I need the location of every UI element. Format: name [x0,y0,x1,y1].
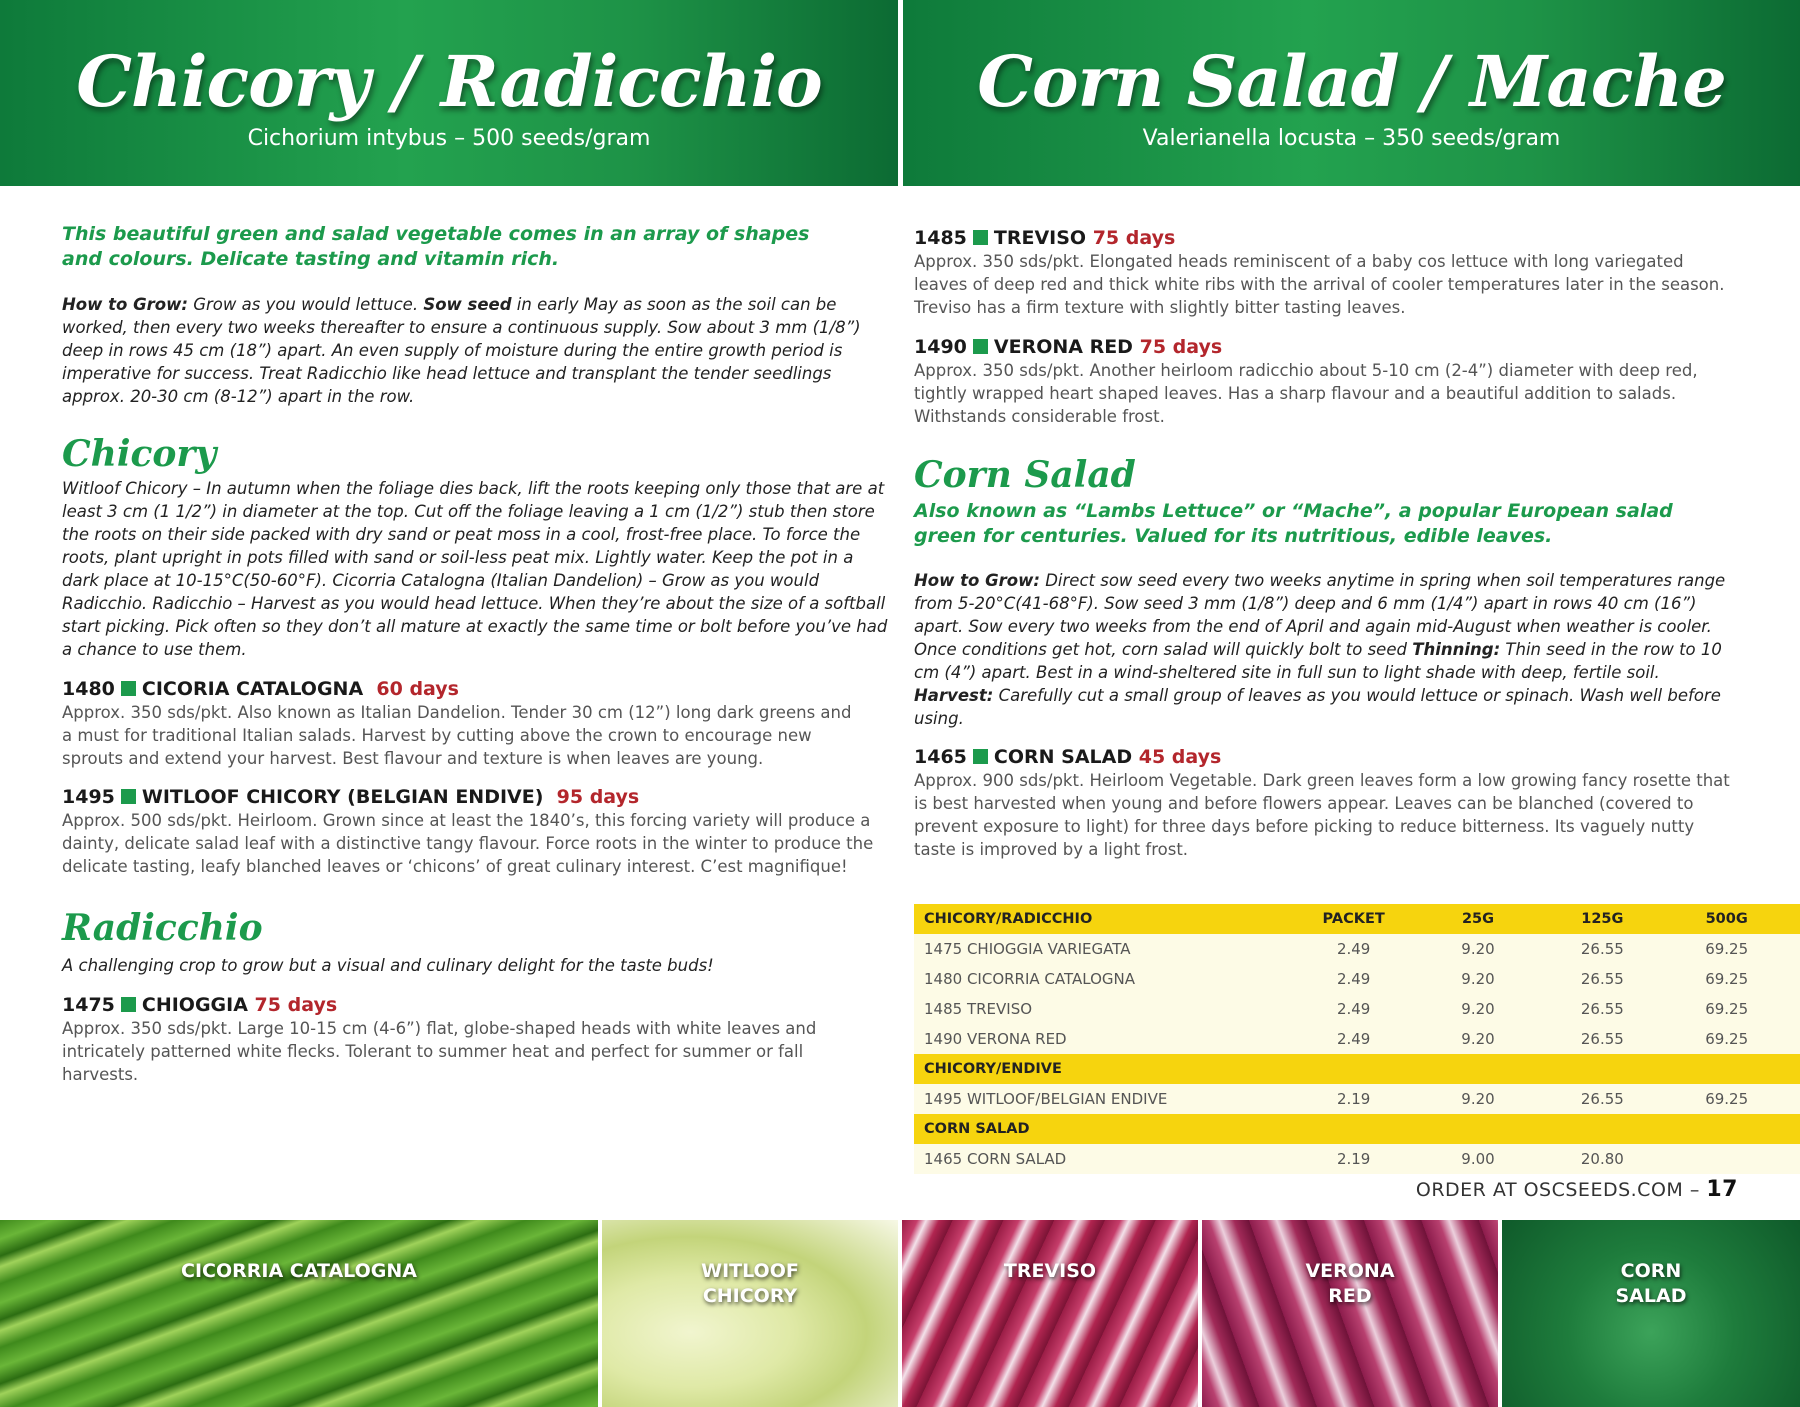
item-1475-text: Approx. 350 sds/pkt. Large 10-15 cm (4-6”) flat, globe-shaped heads with white leaves and intricately patterned white flecks. Tolerant to summer heat and perfect for summer or fall harvests. [62,1019,817,1084]
table-cell: 26.55 [1540,964,1664,994]
photo-verona-red [1202,1220,1498,1407]
item-code: 1465 [914,746,967,768]
item-name: WITLOOF CHICORY (BELGIAN ENDIVE) [141,786,544,808]
table-cell: 9.20 [1416,1084,1540,1114]
table-cell: 1485 TREVISO [914,994,1291,1024]
item-days: 95 days [556,786,640,808]
green-square-icon [121,997,136,1012]
table-fill [1789,1114,1800,1144]
table-row [914,1024,1800,1054]
chicory-how-to-grow [62,293,892,408]
green-square-icon [121,681,136,696]
column-header: 25G [1416,904,1540,934]
photo-label: WITLOOF CHICORY [701,1260,799,1307]
table-fill [1789,1144,1800,1174]
table-cell [1665,1114,1789,1144]
table-cell [1540,1114,1664,1144]
photo-label: CORN SALAD [1615,1260,1687,1307]
corn-salad-heading: Corn Salad [914,454,1136,496]
photo-corn-salad [1502,1220,1800,1407]
item-days: 75 days [1139,336,1223,358]
table-group-header [914,904,1800,934]
green-square-icon [121,789,136,804]
table-fill [1789,964,1800,994]
corn-salad-subtitle: Valerianella locusta – 350 seeds/gram [1142,126,1561,151]
order-link-text: ORDER AT OSCSEEDS.COM – [1415,1179,1707,1201]
table-cell: 1480 CICORRIA CATALOGNA [914,964,1291,994]
photo-witloof-chicory [602,1220,898,1407]
item-name: CORN SALAD [993,746,1133,768]
table-cell: 26.55 [1540,994,1664,1024]
how-to-grow-label: How to Grow: [914,571,1040,590]
item-1465-text: Approx. 900 sds/pkt. Heirloom Vegetable. Dark green leaves form a low growing fancy rosette that is best harvested when young and before flowers appear. Leaves can be blanched (covered to prevent exposure to light) for three days before picking to reduce bitterness. Its vaguely nutty taste is improved by a light frost. [914,771,1730,859]
column-header: 125G [1540,904,1664,934]
group-title: CORN SALAD [914,1114,1291,1144]
left-column [62,222,892,1086]
column-header: PACKET [1291,904,1415,934]
page-title-corn-salad: Corn Salad / Mache [977,40,1726,123]
table-cell: 20.80 [1540,1144,1664,1174]
sow-seed-label: Sow seed [423,295,512,314]
item-code: 1480 [62,678,115,700]
table-cell: 9.20 [1416,994,1540,1024]
item-1485-text: Approx. 350 sds/pkt. Elongated heads reminiscent of a baby cos lettuce with long variegated leaves of deep red and thick white ribs with the arrival of cooler temperatures later in the season. Treviso has a firm texture with slightly bitter tasting leaves. [914,252,1725,317]
table-cell: 2.49 [1291,1024,1415,1054]
table-cell: 69.25 [1665,1024,1789,1054]
table-cell: 1475 CHIOGGIA VARIEGATA [914,934,1291,964]
item-1490-text: Approx. 350 sds/pkt. Another heirloom radicchio about 5-10 cm (2-4”) diameter with deep red, tightly wrapped heart shaped leaves. Has a sharp flavour and a beautiful addition to salads. Withstands considerable frost. [914,361,1698,426]
table-fill [1789,994,1800,1024]
table-cell: 2.19 [1291,1144,1415,1174]
group-title: CHICORY/ENDIVE [914,1054,1291,1084]
how-to-grow-text: Grow as you would lettuce. [187,295,424,314]
table-cell: 69.25 [1665,934,1789,964]
corn-salad-tagline: Also known as “Lambs Lettuce” or “Mache”, a popular European salad green for centuries. Valued for its nutritious, edible leaves. [914,500,1673,547]
how-to-grow-text: Direct sow seed every two weeks anytime in spring when soil temperatures range from 5-20°C(41-68°F). Sow seed 3 mm (1/8”) deep and 6 mm (1/4”) apart in rows 40 cm (16”) apart. Sow every two weeks from the end of April and again mid-August when weather is cooler. Once conditions get hot, corn salad will quickly bolt to seed [914,571,1726,659]
radicchio-text: A challenging crop to grow but a visual and culinary delight for the taste buds! [62,956,714,975]
item-1480-heading [62,677,892,701]
table-cell: 69.25 [1665,1084,1789,1114]
table-cell [1665,1054,1789,1084]
item-1475-heading [62,993,892,1017]
table-fill [1789,1054,1800,1084]
table-fill [1789,1084,1800,1114]
table-cell: 2.49 [1291,994,1415,1024]
table-cell: 26.55 [1540,1024,1664,1054]
harvest-label: Harvest: [914,686,994,705]
table-cell: 26.55 [1540,934,1664,964]
chicory-subtitle: Cichorium intybus – 500 seeds/gram [247,126,651,151]
item-name: CHIOGGIA [141,994,248,1016]
group-title: CHICORY/RADICCHIO [914,904,1291,934]
table-cell: 1465 CORN SALAD [914,1144,1291,1174]
photo-treviso [902,1220,1198,1407]
table-cell: 9.20 [1416,1024,1540,1054]
table-cell [1540,1054,1664,1084]
green-square-icon [973,749,988,764]
chicory-tagline: This beautiful green and salad vegetable comes in an array of shapes and colours. Delicate tasting and vitamin rich. [62,223,810,270]
item-1485-heading [914,226,1736,250]
photo-label: VERONA RED [1305,1260,1395,1307]
column-header: 500G [1665,904,1789,934]
photo-label: TREVISO [1003,1260,1097,1282]
item-name: TREVISO [993,227,1087,249]
thinning-label: Thinning: [1412,640,1501,659]
chicory-header [0,0,898,186]
table-cell: 2.19 [1291,1084,1415,1114]
table-group-header [914,1114,1800,1144]
how-to-grow-label: How to Grow: [62,295,188,314]
item-1490-heading [914,335,1736,359]
radicchio-heading: Radicchio [62,907,263,949]
table-fill [1789,934,1800,964]
photo-cicorria-catalogna [0,1220,598,1407]
item-code: 1485 [914,227,967,249]
item-code: 1475 [62,994,115,1016]
item-name: CICORIA CATALOGNA [141,678,364,700]
table-group-header [914,1054,1800,1084]
table-cell [1416,1054,1540,1084]
table-cell: 2.49 [1291,964,1415,994]
how-to-grow-text-2: in early May as soon as the soil can be worked, then every two weeks thereafter to ensure a continuous supply. Sow about 3 mm (1/8”) deep in rows 45 cm (18”) apart. An even supply of moisture during the entire growth period is imperative for success. Treat Radicchio like head lettuce and transplant the tender seedlings approx. 20-30 cm (8-12”) apart in the row. [62,295,861,406]
table-cell: 1495 WITLOOF/BELGIAN ENDIVE [914,1084,1291,1114]
corn-salad-header [903,0,1800,186]
table-cell: 1490 VERONA RED [914,1024,1291,1054]
how-to-grow-text-2: Thin seed in the row to 10 cm (4”) apart. Best in a wind-sheltered site in full sun to light shade with deep, fertile soil. [914,640,1722,682]
item-code: 1490 [914,336,967,358]
table-cell: 69.25 [1665,964,1789,994]
item-name: VERONA RED [993,336,1133,358]
item-1495-text: Approx. 500 sds/pkt. Heirloom. Grown since at least the 1840’s, this forcing variety will produce a dainty, delicate salad leaf with a distinctive tangy flavour. Force roots in the winter to produce the delicate tasting, leafy blanched leaves or ‘chicons’ of great culinary interest. C’est magnifique! [62,811,874,876]
item-days: 45 days [1138,746,1222,768]
table-cell [1291,1054,1415,1084]
table-cell: 9.20 [1416,934,1540,964]
photo-label: CICORRIA CATALOGNA [181,1260,417,1282]
right-column [914,222,1736,861]
table-fill [1789,1024,1800,1054]
item-days: 75 days [254,994,338,1016]
table-cell: 9.00 [1416,1144,1540,1174]
table-cell [1416,1114,1540,1144]
how-to-grow-text-3: Carefully cut a small group of leaves as you would lettuce or spinach. Wash well before using. [914,686,1721,728]
table-row [914,934,1800,964]
table-cell [1665,1144,1789,1174]
item-code: 1495 [62,786,115,808]
green-square-icon [973,339,988,354]
item-1465-heading [914,745,1736,769]
chicory-heading: Chicory [62,433,217,475]
item-days: 75 days [1092,227,1176,249]
table-row [914,964,1800,994]
table-fill [1789,904,1800,934]
page-number: 17 [1706,1177,1738,1202]
chicory-text: Witloof Chicory – In autumn when the foliage dies back, lift the roots keeping only those that are at least 3 cm (1 1/2”) in diameter at the top. Cut off the foliage leaving a 1 cm (1/2”) stub then store the roots on their side packed with dry sand or peat moss in a cool, frost-free place. To force the roots, plant upright in pots filled with sand or soil-less peat mix. Lightly water. Keep the pot in a dark place at 10-15°C(50-60°F). Cicorria Catalogna (Italian Dandelion) – Grow as you would Radicchio. Radicchio – Harvest as you would head lettuce. When they’re about the size of a softball start picking. Pick often so they don’t all mature at exactly the same time or bolt before you’ve had a chance to use them. [62,479,888,659]
item-days: 60 days [376,678,459,700]
table-row [914,1084,1800,1114]
table-cell: 2.49 [1291,934,1415,964]
table-row [914,994,1800,1024]
page-title-chicory: Chicory / Radicchio [76,40,822,123]
green-square-icon [973,230,988,245]
table-row [914,1144,1800,1174]
table-cell [1291,1114,1415,1144]
item-1495-heading [62,785,892,809]
table-cell: 69.25 [1665,994,1789,1024]
table-cell: 9.20 [1416,964,1540,994]
corn-salad-how-to-grow [914,569,1736,730]
item-1480-text: Approx. 350 sds/pkt. Also known as Italian Dandelion. Tender 30 cm (12”) long dark greens and a must for traditional Italian salads. Harvest by cutting above the crown to encourage new sprouts and extend your harvest. Best flavour and texture is when leaves are young. [62,703,852,768]
table-cell: 26.55 [1540,1084,1664,1114]
price-table [914,904,1800,1174]
page-footer [1416,1177,1738,1202]
